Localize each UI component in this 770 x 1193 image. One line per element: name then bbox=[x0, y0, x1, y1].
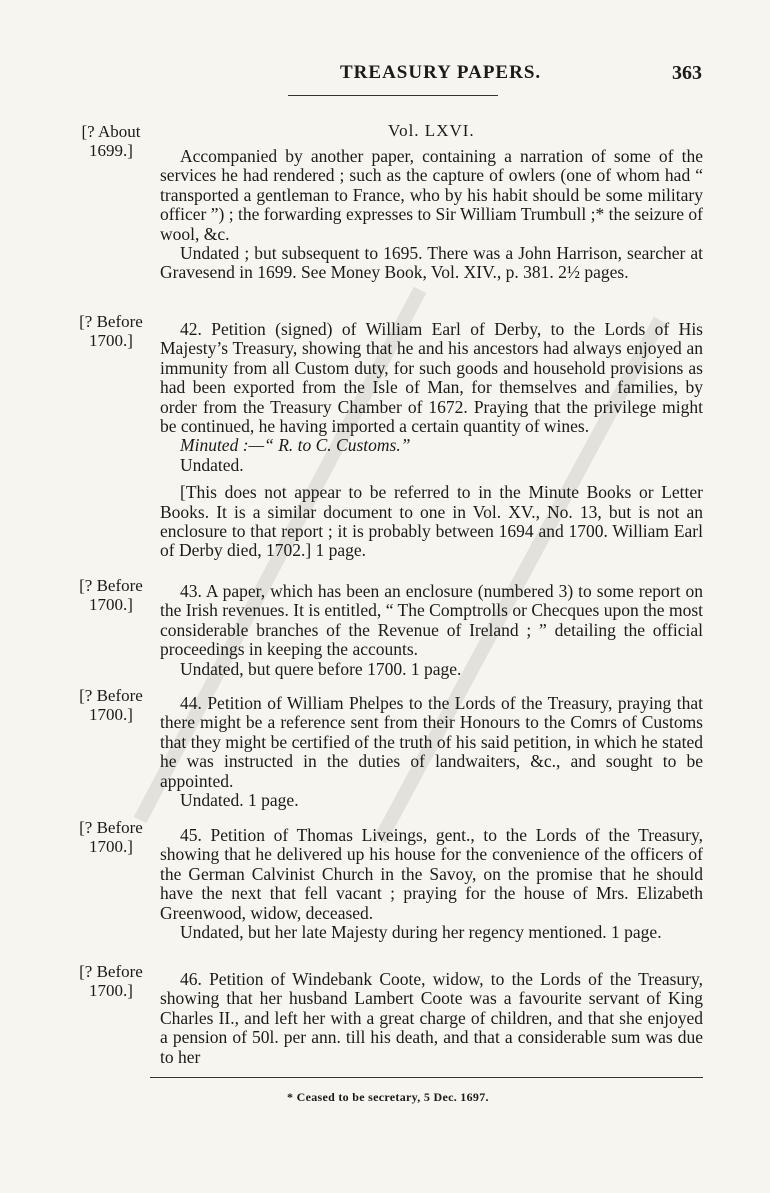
margin-date-line: 1700.] bbox=[89, 837, 133, 856]
margin-date-line: [? Before bbox=[79, 576, 143, 595]
margin-date bbox=[62, 122, 160, 160]
margin-date bbox=[62, 312, 160, 350]
margin-date-line: [? Before bbox=[79, 312, 143, 331]
margin-date-line: [? About bbox=[81, 122, 141, 141]
entry-paragraph: 43. A paper, which has been an enclosure (numbered 3) to some report on the Irish revenues. It is entitled, “ The Comptrolls or Checques upon the most considerable branches of the Revenue of Ireland ; ” detailing the official proceedings in keeping the accounts. bbox=[160, 581, 703, 660]
margin-date-line: 1700.] bbox=[89, 981, 133, 1000]
entry-text bbox=[160, 320, 703, 561]
margin-date-line: 1699.] bbox=[89, 141, 133, 160]
entry-text bbox=[160, 970, 703, 1067]
entry-paragraph: Undated. bbox=[180, 454, 244, 475]
volume-heading: Vol. LXVI. bbox=[388, 121, 475, 140]
entry-text bbox=[160, 147, 703, 283]
entry-paragraph: [This does not appear to be referred to in the Minute Books or Letter Books. It is a similar document to one in Vol. XV., No. 13, but is not an enclosure to that report ; it is probably between 1694 and 1700. William Earl of Derby died, 1702.] 1 page. bbox=[160, 482, 703, 561]
margin-date-line: [? Before bbox=[79, 818, 143, 837]
margin-date-line: 1700.] bbox=[89, 595, 133, 614]
entry-paragraph: Undated ; but subsequent to 1695. There was a John Harrison, searcher at Gravesend in 1699. See Money Book, Vol. XIV., p. 381. 2½ pages. bbox=[160, 243, 703, 283]
page-number: 363 bbox=[672, 62, 702, 84]
entry-text bbox=[160, 694, 703, 810]
entry-paragraph: 42. Petition (signed) of William Earl of Derby, to the Lords of His Majesty’s Treasury, showing that he and his ancestors had always enjoyed an immunity from all Custom duty, for such goods and household provisions as had been exported from the Isle of Man, for themselves and families, by order from the Treasury Chamber of 1672. Praying that the privilege might be continued, he having imported a certain quantity of wines. bbox=[160, 319, 703, 437]
entry-paragraph: 45. Petition of Thomas Liveings, gent., to the Lords of the Treasury, showing that he delivered up his house for the convenience of the officers of the German Calvinist Church in the Savoy, on the promise that he should have the next that fell vacant ; praying for the house of Mrs. Elizabeth Greenwood, widow, deceased. bbox=[160, 825, 703, 923]
entry-paragraph: 46. Petition of Windebank Coote, widow, to the Lords of the Treasury, showing that her husband Lambert Coote was a favourite servant of King Charles II., and left her with a great charge of children, and that she enjoyed a pension of 50l. per ann. till his death, and that a considerable sum was due to her bbox=[160, 969, 703, 1067]
margin-date-line: 1700.] bbox=[89, 331, 133, 350]
footnote-rule bbox=[150, 1077, 703, 1078]
entry-text bbox=[160, 582, 703, 679]
margin-date-line: [? Before bbox=[79, 686, 143, 705]
margin-date bbox=[62, 818, 160, 856]
entry-paragraph: 44. Petition of William Phelpes to the Lords of the Treasury, praying that there might be a reference sent from their Honours to the Comrs of Customs that they might be certified of the truth of his said petition, in which he stated he was instructed in the duties of landwaiters, &c., and sought to be appointed. bbox=[160, 693, 703, 791]
entry-paragraph: Accompanied by another paper, containing a narration of some of the services he had rendered ; such as the capture of owlers (one of whom had “ transported a gentleman to France, who by his habit should be some military officer ”) ; the forwarding expresses to Sir William Trumbull ;* the seizure of wool, &c. bbox=[160, 146, 703, 244]
margin-date bbox=[62, 576, 160, 614]
margin-date-line: 1700.] bbox=[89, 705, 133, 724]
running-head-title: TREASURY PAPERS. bbox=[340, 62, 542, 83]
entry-paragraph: Undated, but quere before 1700. 1 page. bbox=[180, 658, 462, 679]
margin-date bbox=[62, 686, 160, 724]
header-rule bbox=[288, 95, 498, 96]
footnote: * Ceased to be secretary, 5 Dec. 1697. bbox=[287, 1090, 489, 1104]
entry-paragraph: Undated, but her late Majesty during her regency mentioned. 1 page. bbox=[180, 922, 662, 943]
margin-date-line: [? Before bbox=[79, 962, 143, 981]
margin-date bbox=[62, 962, 160, 1000]
entry-paragraph: Undated. 1 page. bbox=[180, 790, 299, 811]
entry-minute: Minuted :—“ R. to C. Customs.” bbox=[180, 435, 411, 456]
entry-text bbox=[160, 826, 703, 942]
